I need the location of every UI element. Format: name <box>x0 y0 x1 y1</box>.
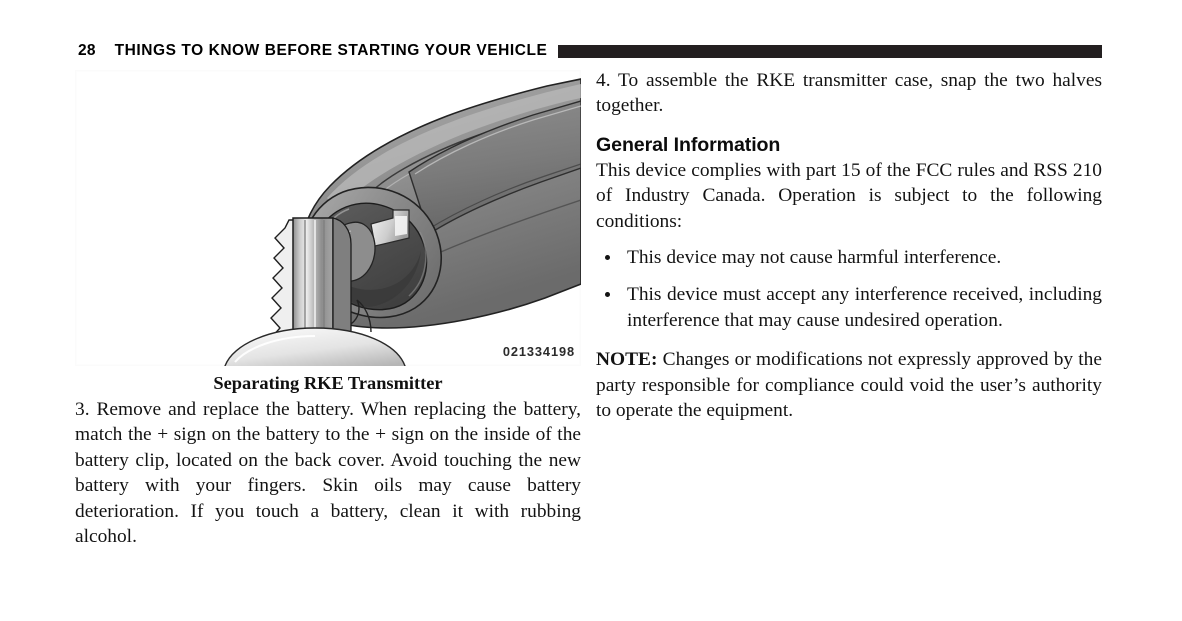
paragraph-note <box>596 347 1102 423</box>
bullet-icon <box>605 292 610 297</box>
note-text: Changes or modifications not expressly approved by the party responsible for compliance could void the user’s authority to operate the equipment. <box>596 349 1102 422</box>
figure-caption: Separating RKE Transmitter <box>213 373 443 393</box>
heading-general-information: General Information <box>596 133 781 156</box>
paragraph-step-4: 4. To assemble the RKE transmitter case, snap the two halves together. <box>596 70 1102 117</box>
paragraph-step-3: 3. Remove and replace the battery. When replacing the battery, match the + sign on the battery to the + sign on the inside of the battery clip, located on the back cover. Avoid touching the new battery with your fingers. Skin oils may cause battery deterioration. If you touch a battery, clean it with rubbing alcohol. <box>75 399 581 548</box>
left-column-text <box>75 397 581 549</box>
spacer <box>596 119 1102 133</box>
conditions-list <box>596 245 1102 333</box>
spacer <box>596 333 1102 347</box>
note-label: NOTE: <box>596 349 658 371</box>
list-item-label: This device may not cause harmful interference. <box>627 247 1002 269</box>
key-head <box>225 328 405 366</box>
paragraph-compliance-intro: This device complies with part 15 of the FCC rules and RSS 210 of Industry Canada. Operation is subject to the following conditions: <box>596 159 1102 232</box>
page-running-header <box>78 40 1102 62</box>
page-number: 28 <box>78 42 96 60</box>
figure-image-id: 021334198 <box>502 344 575 359</box>
rke-transmitter-illustration <box>75 70 581 366</box>
bullet-icon <box>605 255 610 260</box>
header-rule <box>558 45 1102 58</box>
figure-rke-transmitter <box>75 70 581 366</box>
right-column <box>596 68 1102 423</box>
list-item <box>596 282 1102 333</box>
battery-clip-highlight <box>395 216 407 236</box>
page-title: THINGS TO KNOW BEFORE STARTING YOUR VEHICLE <box>114 42 548 60</box>
list-item <box>596 245 1102 270</box>
list-item-label: This device must accept any interference received, including interference that may cause undesired operation. <box>627 284 1102 331</box>
spacer <box>596 234 1102 245</box>
